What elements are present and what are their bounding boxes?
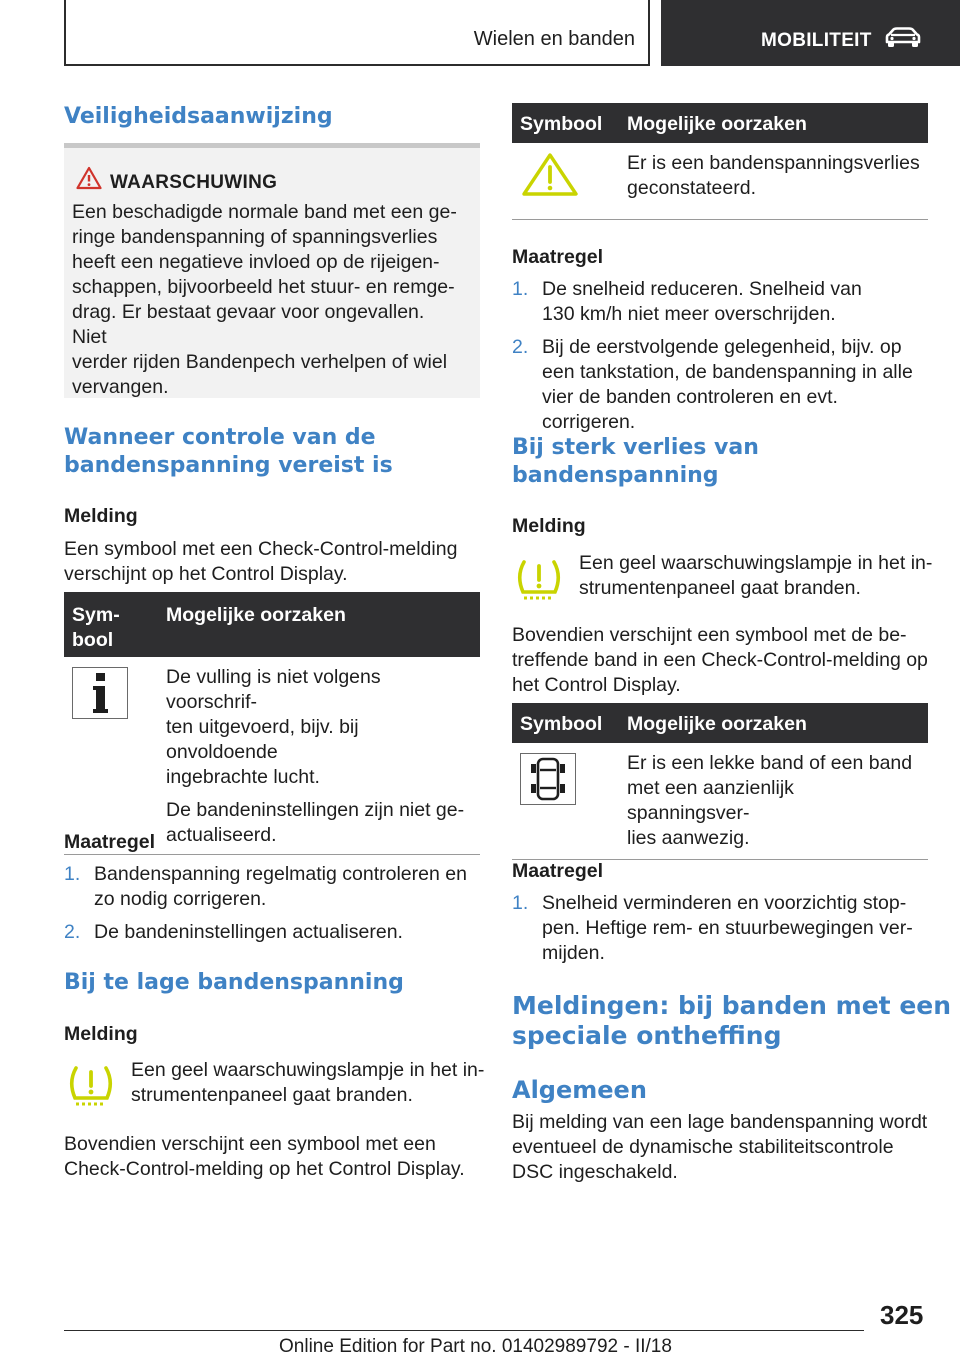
chapter-tab[interactable] (661, 0, 960, 66)
melding-label: Melding (64, 1023, 138, 1045)
warning-text (72, 200, 462, 400)
low-pressure-title: Bij te lage bandenspanning (64, 970, 404, 995)
footer-divider (64, 1330, 864, 1331)
causes-table-1 (64, 592, 480, 855)
cause-line: met een aanzienlijk spanningsver- (627, 777, 794, 824)
tyre-pressure-lamp-icon (66, 1062, 116, 1114)
general-title: Algemeen (512, 1076, 647, 1104)
cause-line: ten uitgevoerd, bijv. bij onvoldoende (166, 716, 359, 763)
col-symbol-header: Symbool (512, 703, 619, 743)
lamp-text (579, 551, 932, 601)
maatregel-steps (64, 862, 480, 953)
step-line: vier de banden controleren en evt. corrigeren. (542, 386, 838, 433)
special-exemption-title (512, 991, 951, 1051)
cause-line: Er is een lekke band of een band (627, 752, 913, 774)
header-line: Sym- (72, 604, 120, 626)
step-line: Bandenspanning regelmatig controleren en (94, 863, 467, 885)
warning-line: drag. Er bestaat gevaar voor ongevallen. Niet (72, 301, 425, 348)
maatregel-label: Maatregel (512, 860, 604, 882)
general-text (512, 1110, 927, 1185)
causes-table-2 (512, 103, 928, 220)
melding-text (64, 537, 457, 587)
cause-line: geconstateerd. (627, 177, 757, 199)
title-line: Bij sterk verlies van (512, 435, 759, 460)
text-line: Een geel waarschuwingslampje in het in- (579, 552, 933, 574)
step-item (512, 277, 932, 327)
warning-icon (76, 166, 102, 190)
text-line: strumentenpaneel gaat branden. (579, 577, 861, 599)
strong-loss-title (512, 434, 759, 490)
title-line: speciale ontheffing (512, 1021, 782, 1050)
safety-title: Veiligheidsaanwijzing (64, 104, 333, 129)
step-number: 2. (512, 336, 529, 358)
title-line: Meldingen: bij banden met een (512, 991, 952, 1020)
edition-text: Online Edition for Part no. 01402989792 - II/18 (279, 1336, 672, 1357)
check-title-line: Wanneer controle van de (64, 425, 376, 450)
table-row (512, 743, 928, 860)
cause-line: ingebrachte lucht. (166, 766, 320, 788)
step-line: pen. Heftige rem- en stuurbewegingen ver- (542, 917, 913, 939)
text-line: verschijnt op het Control Display. (64, 563, 348, 585)
text-line: DSC ingeschakeld. (512, 1161, 678, 1183)
warning-triangle-icon (520, 151, 580, 197)
step-item (512, 335, 932, 435)
after-text (512, 623, 928, 698)
maatregel-label: Maatregel (64, 831, 156, 853)
text-line: Bovendien verschijnt een symbool met een (64, 1133, 436, 1155)
causes-table-3 (512, 703, 928, 860)
maatregel-steps (512, 277, 932, 443)
warning-box (64, 143, 480, 398)
text-line: strumentenpaneel gaat branden. (131, 1084, 413, 1106)
lamp-text (131, 1058, 484, 1108)
after-text (64, 1132, 465, 1182)
step-number: 1. (512, 278, 529, 300)
step-line: 130 km/h niet meer overschrijden. (542, 303, 836, 325)
cause-line: De vulling is niet volgens voorschrif- (166, 666, 381, 713)
step-number: 1. (512, 892, 529, 914)
step-line: De bandeninstellingen actualiseren. (94, 921, 403, 943)
page-number: 325 (880, 1300, 924, 1330)
step-line: zo nodig corrigeren. (94, 888, 267, 910)
step-item (64, 862, 480, 912)
step-line: mijden. (542, 942, 605, 964)
title-line: bandenspanning (512, 463, 719, 488)
step-line: Snelheid verminderen en voorzichtig stop- (542, 892, 907, 914)
melding-label: Melding (512, 515, 586, 537)
text-line: Check-Control-melding op het Control Display. (64, 1158, 465, 1180)
step-line: De snelheid reduceren. Snelheid van (542, 278, 862, 300)
check-title-line: bandenspanning vereist is (64, 453, 393, 478)
warning-line: schappen, bijvoorbeeld het stuur- en remge- (72, 276, 455, 298)
col-causes-header: Mogelijke oorzaken (619, 703, 928, 743)
table-row (64, 657, 480, 855)
text-line: Een geel waarschuwingslampje in het in- (131, 1059, 485, 1081)
maatregel-steps (512, 891, 932, 974)
info-icon (72, 667, 128, 719)
tyre-pressure-lamp-icon (514, 556, 564, 608)
cause-line: Er is een bandenspanningsverlies (627, 152, 920, 174)
warning-title: WAARSCHUWING (110, 172, 278, 193)
chapter-tab-label: MOBILITEIT (761, 30, 872, 51)
text-line: Bovendien verschijnt een symbool met de be- (512, 624, 907, 646)
cause-line: actualiseerd. (166, 824, 277, 846)
melding-label: Melding (64, 505, 138, 527)
text-line: eventueel de dynamische stabiliteitscontrole (512, 1136, 894, 1158)
car-tyres-icon (520, 753, 576, 805)
step-line: Bij de eerstvolgende gelegenheid, bijv. op (542, 336, 902, 358)
car-icon (883, 26, 923, 50)
cause-line: lies aanwezig. (627, 827, 750, 849)
warning-line: verder rijden Bandenpech verhelpen of wiel (72, 351, 448, 373)
step-number: 1. (64, 863, 81, 885)
text-line: het Control Display. (512, 674, 681, 696)
col-causes-header: Mogelijke oorzaken (619, 103, 928, 143)
header-line: bool (72, 629, 114, 651)
col-symbol-header (64, 592, 158, 657)
step-number: 2. (64, 921, 81, 943)
table-row (512, 143, 928, 219)
check-title (64, 424, 393, 480)
warning-line: Een beschadigde normale band met een ge- (72, 201, 457, 223)
warning-line: vervangen. (72, 376, 169, 398)
text-line: Een symbool met een Check-Control-melding (64, 538, 458, 560)
cause-line: De bandeninstellingen zijn niet ge- (166, 799, 465, 821)
section-title: Wielen en banden (473, 28, 635, 50)
maatregel-label: Maatregel (512, 246, 604, 268)
col-symbol-header: Symbool (512, 103, 619, 143)
warning-line: heeft een negatieve invloed op de rijeigen- (72, 251, 440, 273)
col-causes-header: Mogelijke oorzaken (158, 592, 480, 657)
step-item (512, 891, 932, 966)
step-item (64, 920, 480, 945)
text-line: Bij melding van een lage bandenspanning wordt (512, 1111, 928, 1133)
warning-line: ringe bandenspanning of spanningsverlies (72, 226, 438, 248)
step-line: een tankstation, de bandenspanning in alle (542, 361, 913, 383)
text-line: treffende band in een Check-Control-melding op (512, 649, 928, 671)
